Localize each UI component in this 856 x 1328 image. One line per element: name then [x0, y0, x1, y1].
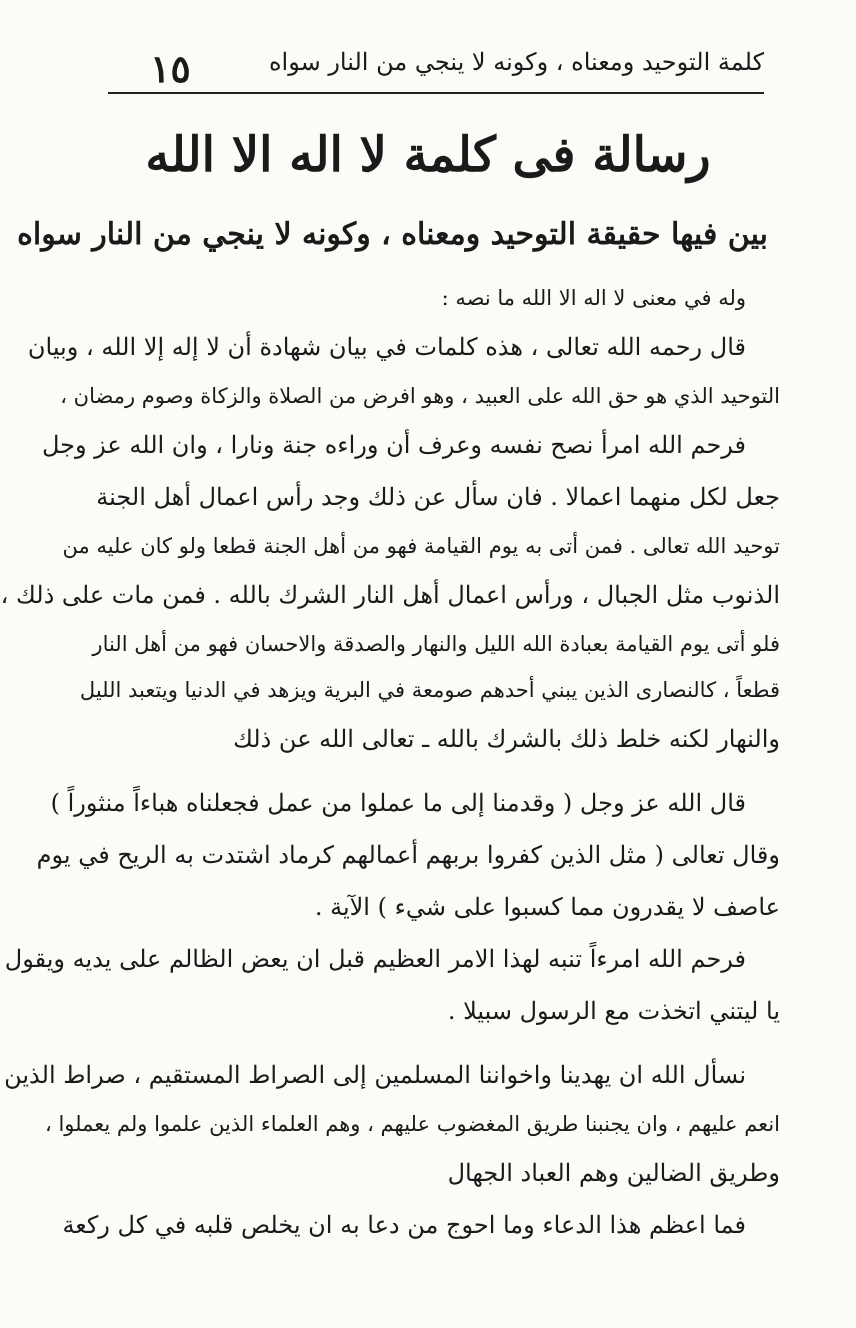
text-line: وطريق الضالين وهم العباد الجهال: [447, 1159, 780, 1187]
text-line: عاصف لا يقدرون مما كسبوا على شيء ) الآية .: [314, 893, 780, 921]
text-line: فرحم الله امرأ نصح نفسه وعرف أن وراءه جنة ونارا ، وان الله عز وجل: [41, 431, 746, 459]
text-line: يا ليتني اتخذت مع الرسول سبيلا .: [447, 997, 780, 1025]
text-line: فرحم الله امرءاً تنبه لهذا الامر العظيم قبل ان يعض الظالم على يديه ويقول: [4, 945, 746, 973]
text-line: فلو أتى يوم القيامة بعبادة الله الليل والنهار والصدقة والاحسان فهو من أهل النار: [92, 632, 780, 656]
intro-line: وله في معنى لا اله الا الله ما نصه :: [441, 286, 746, 310]
text-line: قال الله عز وجل ( وقدمنا إلى ما عملوا من عمل فجعلناه هباءاً منثوراً ): [50, 789, 746, 817]
main-title: رسالة فى كلمة لا اله الا الله: [145, 127, 711, 183]
running-title: كلمة التوحيد ومعناه ، وكونه لا ينجي من النار سواه: [268, 48, 764, 76]
subtitle: بين فيها حقيقة التوحيد ومعناه ، وكونه لا ينجي من النار سواه: [17, 217, 768, 252]
body-text: [0, 275, 780, 1251]
text-line: والنهار لكنه خلط ذلك بالشرك بالله ـ تعالى الله عن ذلك: [233, 725, 780, 753]
text-line: جعل لكل منهما اعمالا . فان سأل عن ذلك وجد رأس اعمال أهل الجنة: [96, 483, 780, 511]
text-line: انعم عليهم ، وان يجنبنا طريق المغضوب عليهم ، وهم العلماء الذين علموا ولم يعملوا ،: [45, 1112, 780, 1136]
text-line: وقال تعالى ( مثل الذين كفروا بربهم أعمالهم كرماد اشتدت به الريح في يوم: [36, 841, 780, 869]
text-line: توحيد الله تعالى . فمن أتى به يوم القيامة فهو من أهل الجنة قطعا ولو كان عليه من: [62, 534, 780, 558]
page-header: [108, 30, 764, 94]
text-line: قال رحمه الله تعالى ، هذه كلمات في بيان شهادة أن لا إله إلا الله ، وبيان: [27, 333, 746, 361]
text-line: الذنوب مثل الجبال ، ورأس اعمال أهل النار الشرك بالله . فمن مات على ذلك ،: [0, 581, 780, 609]
text-line: قطعاً ، كالنصارى الذين يبني أحدهم صومعة في البرية ويزهد في الدنيا ويتعبد الليل: [79, 678, 780, 702]
text-line: نسأل الله ان يهدينا واخواننا المسلمين إلى الصراط المستقيم ، صراط الذين: [4, 1061, 746, 1089]
page-number: ١٥: [150, 46, 191, 91]
text-line: فما اعظم هذا الدعاء وما احوج من دعا به ان يخلص قلبه في كل ركعة: [62, 1211, 746, 1239]
text-line: التوحيد الذي هو حق الله على العبيد ، وهو افرض من الصلاة والزكاة وصوم رمضان ،: [60, 384, 780, 408]
